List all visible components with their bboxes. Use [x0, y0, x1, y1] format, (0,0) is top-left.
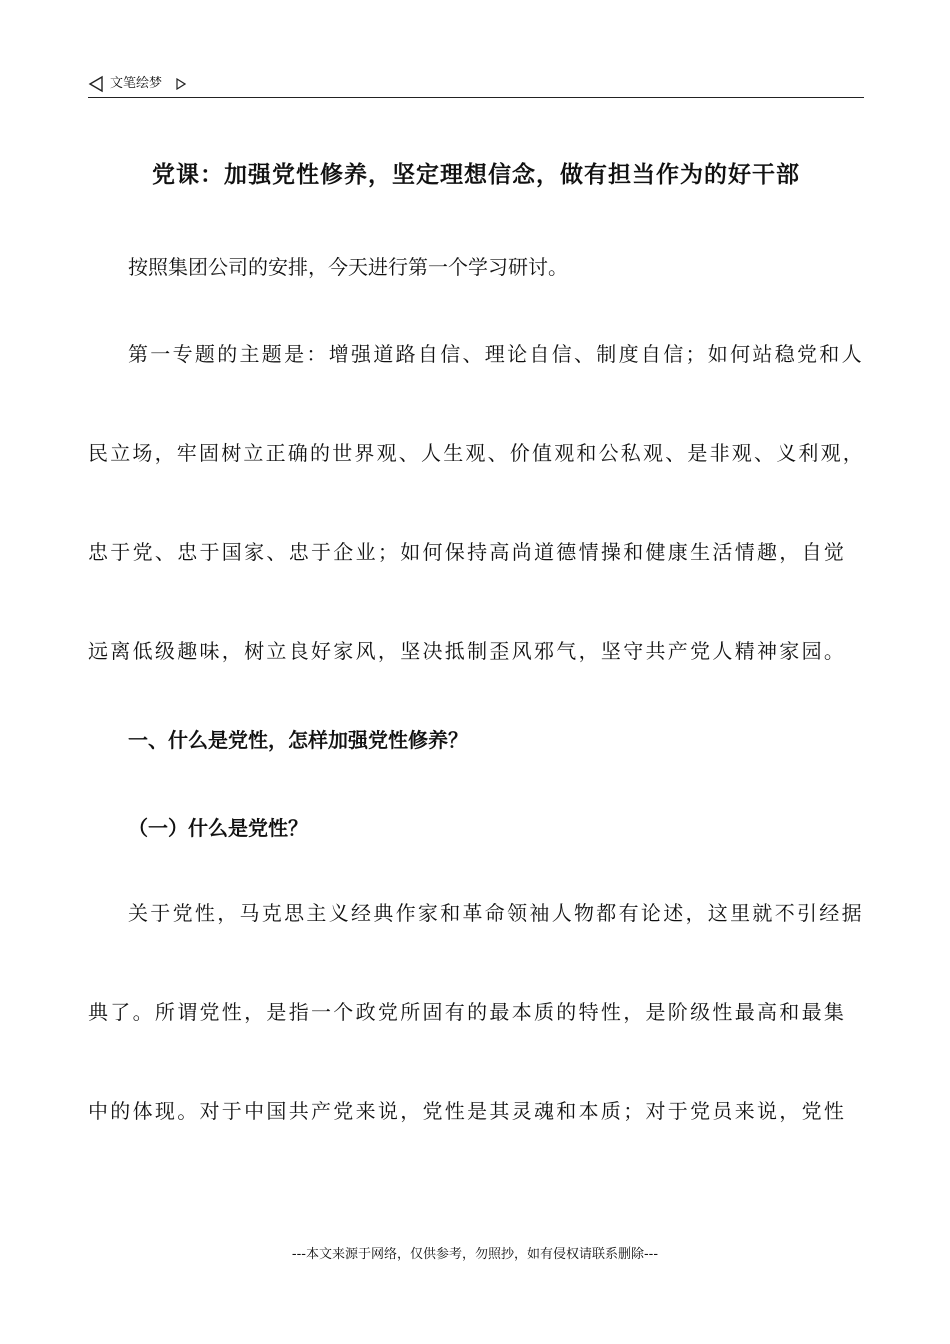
document-title: 党课：加强党性修养，坚定理想信念，做有担当作为的好干部: [152, 162, 800, 188]
paragraph-line: 远离低级趣味，树立良好家风，坚决抵制歪风邪气，坚守共产党人精神家园。: [88, 639, 847, 663]
paragraph-line: 中的体现。对于中国共产党来说，党性是其灵魂和本质；对于党员来说，党性: [88, 1099, 847, 1123]
paragraph-line: 典了。所谓党性，是指一个政党所固有的最本质的特性，是阶级性最高和最集: [88, 1000, 847, 1024]
paragraph-line: 关于党性，马克思主义经典作家和革命领袖人物都有论述，这里就不引经据: [128, 901, 864, 925]
page-header: [88, 74, 864, 96]
paragraph-line: 民立场，牢固树立正确的世界观、人生观、价值观和公私观、是非观、义利观，: [88, 441, 865, 465]
paragraph-line: 忠于党、忠于国家、忠于企业；如何保持高尚道德情操和健康生活情趣，自觉: [88, 540, 847, 564]
section-heading: 一、什么是党性，怎样加强党性修养？: [128, 728, 468, 752]
right-triangle-icon: [176, 78, 186, 90]
paragraph-line: 按照集团公司的安排，今天进行第一个学习研讨。: [128, 255, 568, 279]
header-title: 文笔绘梦: [110, 76, 163, 91]
footer-disclaimer: ---本文来源于网络，仅供参考，勿照抄，如有侵权请联系删除---: [291, 1247, 659, 1262]
subsection-heading: （一）什么是党性？: [128, 816, 308, 840]
paragraph-line: 第一专题的主题是：增强道路自信、理论自信、制度自信；如何站稳党和人: [128, 342, 864, 366]
left-triangle-icon: [88, 75, 104, 93]
header-divider: [88, 97, 864, 98]
